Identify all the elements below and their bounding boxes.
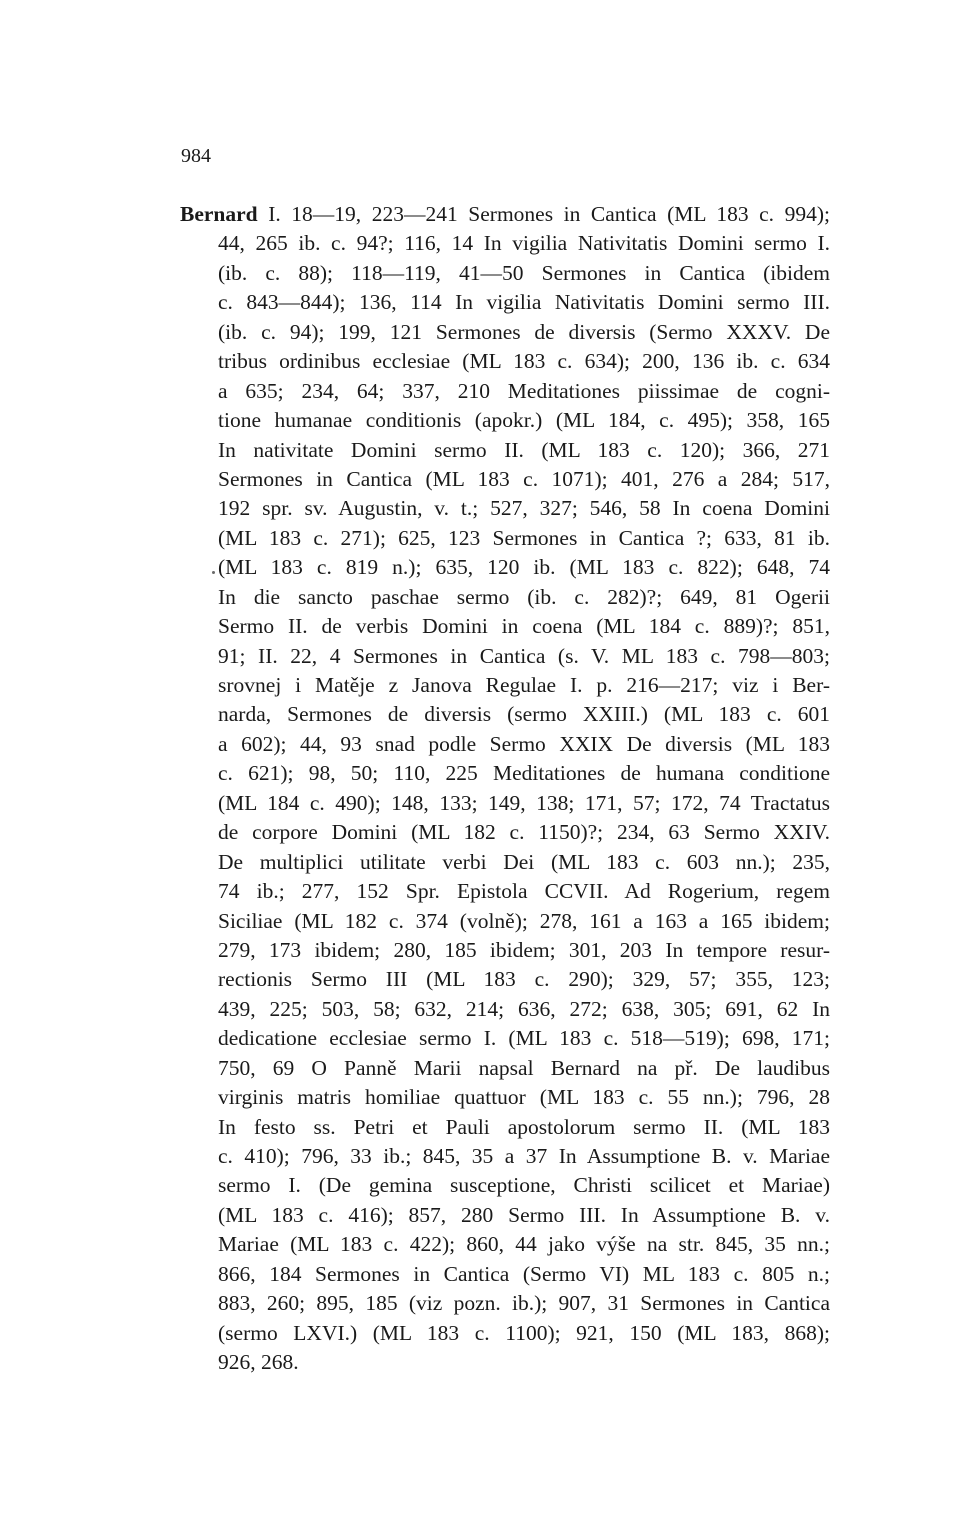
entry-line: 44, 265 ib. c. 94?; 116, 14 In vigilia Nativitatis Domini sermo I.: [218, 231, 830, 256]
entry-line: 926, 268.: [218, 1350, 299, 1375]
entry-line: (ML 184 c. 490); 148, 133; 149, 138; 171, 57; 172, 74 Tractatus: [218, 790, 830, 815]
entry-line: 279, 173 ibidem; 280, 185 ibidem; 301, 203 In tempore resur-: [218, 937, 830, 962]
entry-line: 192 spr. sv. Augustin, v. t.; 527, 327; 546, 58 In coena Domini: [218, 496, 830, 521]
entry-line: 439, 225; 503, 58; 632, 214; 636, 272; 638, 305; 691, 62 In: [218, 996, 830, 1021]
entry-line: a 635; 234, 64; 337, 210 Meditationes piissimae de cogni-: [218, 378, 830, 403]
entry-line: virginis matris homiliae quattuor (ML 183 c. 55 nn.); 796, 28: [218, 1085, 830, 1110]
entry-line: c. 621); 98, 50; 110, 225 Meditationes de humana conditione: [218, 761, 830, 786]
entry-line: 74 ib.; 277, 152 Spr. Epistola CCVII. Ad Rogerium, regem: [218, 879, 830, 904]
entry-headword: Bernard: [180, 202, 258, 226]
entry-line: In nativitate Domini sermo II. (ML 183 c. 120); 366, 271: [218, 437, 830, 462]
entry-line: Sermones in Cantica (ML 183 c. 1071); 401, 276 a 284; 517,: [218, 466, 830, 491]
entry-line: [180, 200, 830, 229]
entry-line: In festo ss. Petri et Pauli apostolorum sermo II. (ML 183: [218, 1114, 830, 1139]
entry-line: rectionis Sermo III (ML 183 c. 290); 329, 57; 355, 123;: [218, 967, 830, 992]
entry-line: tribus ordinibus ecclesiae (ML 183 c. 634); 200, 136 ib. c. 634: [218, 349, 830, 374]
entry-line: (ML 183 c. 271); 625, 123 Sermones in Cantica ?; 633, 81 ib.: [218, 525, 830, 550]
entry-line: De multiplici utilitate verbi Dei (ML 183 c. 603 nn.); 235,: [218, 849, 830, 874]
entry-line: dedicatione ecclesiae sermo I. (ML 183 c. 518—519); 698, 171;: [218, 1026, 830, 1051]
entry-line: de corpore Domini (ML 182 c. 1150)?; 234, 63 Sermo XXIV.: [218, 820, 830, 845]
index-entry: [180, 200, 830, 1378]
entry-line: 750, 69 O Panně Marii napsal Bernard na př. De laudibus: [218, 1055, 830, 1080]
entry-line: (ML 183 c. 416); 857, 280 Sermo III. In Assumptione B. v.: [218, 1202, 830, 1227]
page-number: 984: [181, 145, 211, 167]
entry-line: 91; II. 22, 4 Sermones in Cantica (s. V. ML 183 c. 798—803;: [218, 643, 830, 668]
entry-line: Sermo II. de verbis Domini in coena (ML 184 c. 889)?; 851,: [218, 614, 830, 639]
entry-line: 883, 260; 895, 185 (viz pozn. ib.); 907, 31 Sermones in Cantica: [218, 1291, 830, 1316]
entry-line: In die sancto paschae sermo (ib. c. 282)?; 649, 81 Ogerii: [218, 584, 830, 609]
entry-line: 866, 184 Sermones in Cantica (Sermo VI) ML 183 c. 805 n.;: [218, 1261, 830, 1286]
entry-line: sermo I. (De gemina susceptione, Christi scilicet et Mariae): [218, 1173, 830, 1198]
entry-line: narda, Sermones de diversis (sermo XXIII.) (ML 183 c. 601: [218, 702, 830, 727]
entry-line: (ML 183 c. 819 n.); 635, 120 ib. (ML 183 c. 822); 648, 74: [218, 555, 830, 580]
entry-line: (sermo LXVI.) (ML 183 c. 1100); 921, 150 (ML 183, 868);: [218, 1320, 830, 1345]
entry-line: Siciliae (ML 182 c. 374 (volně); 278, 161 a 163 a 165 ibidem;: [218, 908, 830, 933]
entry-line-text: I. 18—19, 223—241 Sermones in Cantica (ML 183 c. 994);: [257, 202, 830, 226]
entry-line: c. 843—844); 136, 114 In vigilia Nativitatis Domini sermo III.: [218, 290, 830, 315]
entry-line: srovnej i Matěje z Janova Regulae I. p. 216—217; viz i Ber-: [218, 673, 830, 697]
entry-line: Mariae (ML 183 c. 422); 860, 44 jako výše na str. 845, 35 nn.;: [218, 1232, 830, 1257]
entry-line: a 602); 44, 93 snad podle Sermo XXIX De diversis (ML 183: [218, 731, 830, 756]
entry-line: (ib. c. 88); 118—119, 41—50 Sermones in Cantica (ibidem: [218, 260, 830, 285]
entry-line: tione humanae conditionis (apokr.) (ML 184, c. 495); 358, 165: [218, 408, 830, 433]
entry-line: (ib. c. 94); 199, 121 Sermones de diversis (Sermo XXXV. De: [218, 319, 830, 344]
entry-line: c. 410); 796, 33 ib.; 845, 35 a 37 In Assumptione B. v. Mariae: [218, 1144, 830, 1168]
